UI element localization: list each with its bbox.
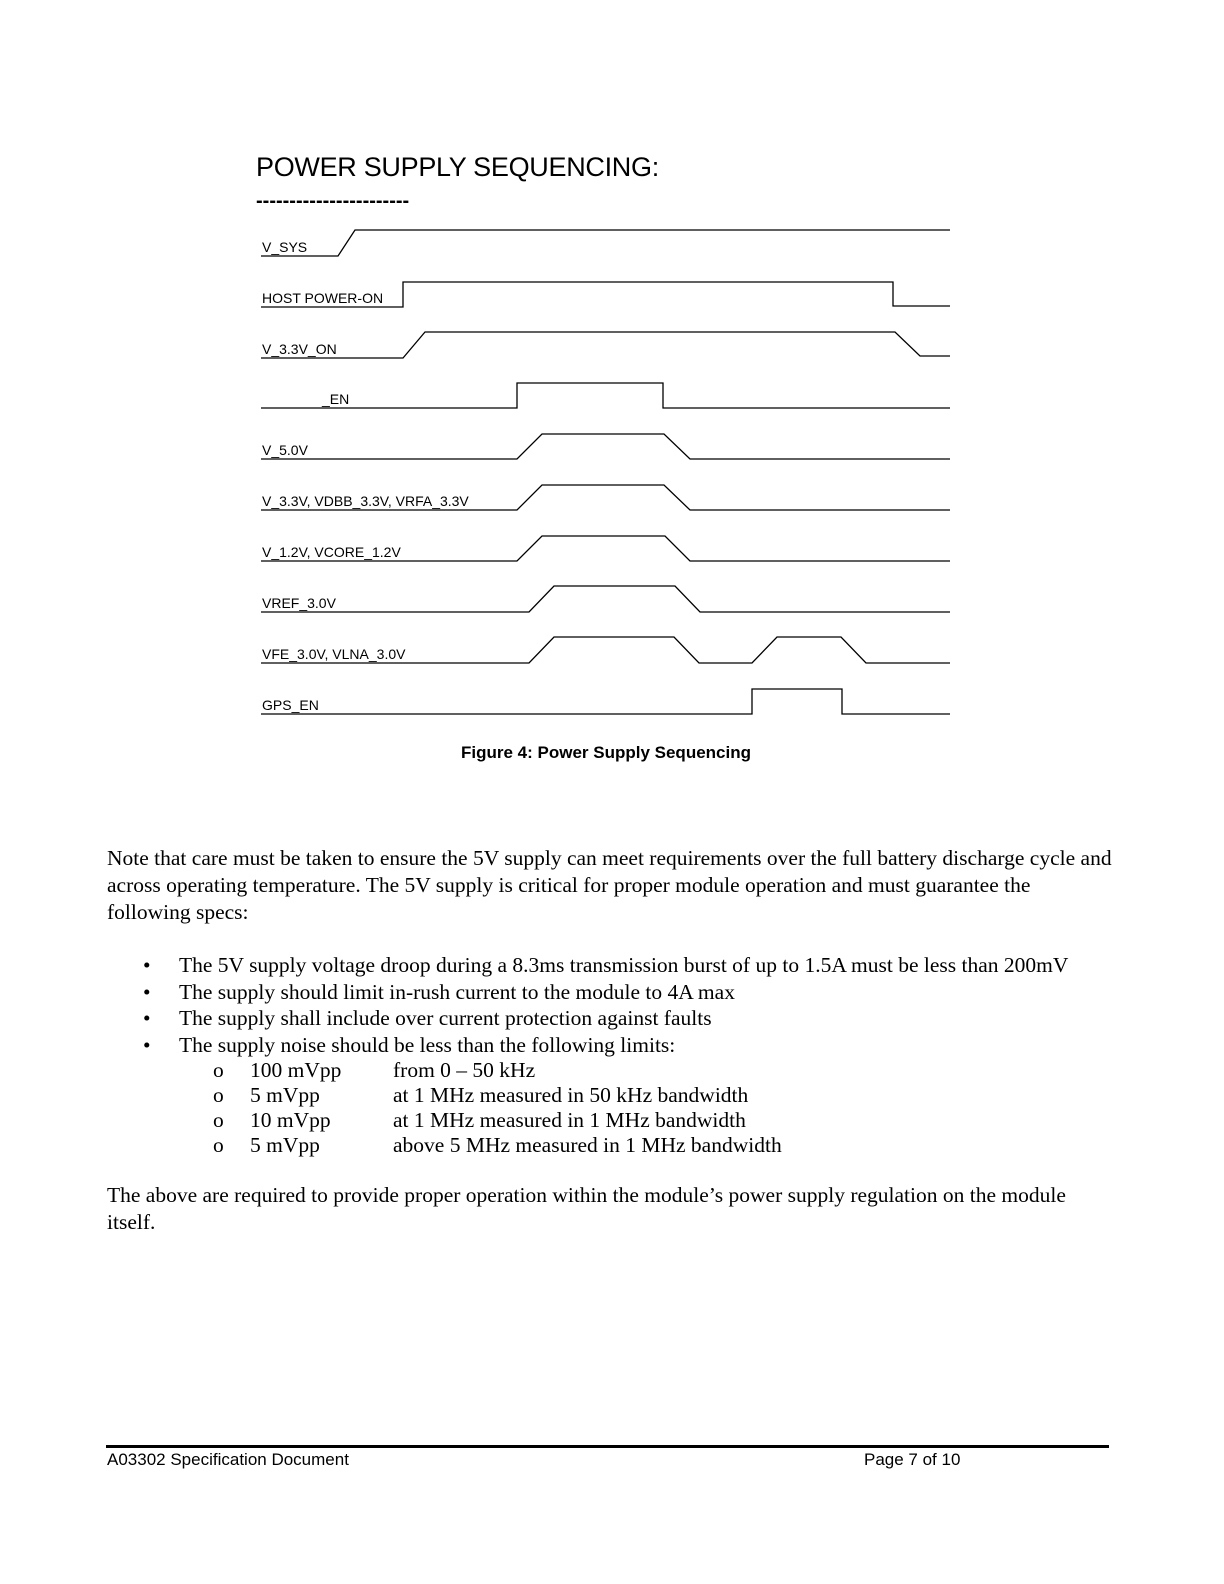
note-paragraph: Note that care must be taken to ensure the 5V supply can meet requirements over the full battery discharge cycle and across operating temperature. The 5V supply is critical for proper module operation and must guarantee the following specs: [107, 846, 1112, 924]
waveform-v-3-3v-on [261, 332, 950, 358]
signal-label: V_5.0V [262, 442, 308, 458]
noise-condition: from 0 – 50 kHz [393, 1058, 536, 1082]
sub-bullet-icon: o [213, 1083, 224, 1107]
waveform-v-sys [261, 230, 950, 256]
noise-amount: 10 mVpp [250, 1108, 331, 1132]
sub-bullet-icon: o [213, 1108, 224, 1132]
list-item-text: The 5V supply voltage droop during a 8.3ms transmission burst of up to 1.5A must be less than 200mV [179, 953, 1069, 977]
noise-condition: at 1 MHz measured in 1 MHz bandwidth [393, 1108, 746, 1132]
waveform-gps-en [261, 689, 950, 714]
signal-label: V_3.3V, VDBB_3.3V, VRFA_3.3V [262, 493, 469, 509]
waveform-en [261, 383, 950, 408]
list-item-text: The supply shall include over current protection against faults [179, 1006, 712, 1030]
signal-label: VREF_3.0V [262, 595, 336, 611]
table-row [213, 1108, 782, 1133]
list-item [107, 1005, 1117, 1032]
list-item-text: The supply should limit in-rush current to the module to 4A max [179, 979, 735, 1004]
bullet-icon: • [143, 1032, 151, 1057]
noise-condition: above 5 MHz measured in 1 MHz bandwidth [393, 1133, 782, 1157]
table-row [213, 1083, 782, 1108]
waveform-vref-3-0v [261, 586, 950, 612]
list-item [107, 979, 1117, 1006]
signal-label: V_3.3V_ON [262, 341, 337, 357]
signal-label: _EN [322, 391, 350, 407]
sub-bullet-icon: o [213, 1058, 224, 1082]
noise-condition: at 1 MHz measured in 50 kHz bandwidth [393, 1083, 749, 1107]
list-item-text: The supply noise should be less than the following limits: [179, 1032, 676, 1057]
figure-caption: Figure 4: Power Supply Sequencing [461, 743, 751, 762]
bullet-icon: • [143, 979, 151, 1004]
signal-label: V_1.2V, VCORE_1.2V [262, 544, 401, 560]
spec-bullet-list [107, 952, 1117, 1058]
diagram-title-underline: ----------------------- [256, 190, 410, 212]
diagram-title: POWER SUPPLY SEQUENCING: [256, 152, 659, 182]
footer-divider [106, 1445, 1109, 1448]
footer-page-number: Page 7 of 10 [864, 1450, 961, 1469]
noise-amount: 5 mVpp [250, 1083, 320, 1107]
table-row [213, 1133, 782, 1158]
signal-label: GPS_EN [262, 697, 319, 713]
signal-label: HOST POWER-ON [262, 290, 384, 306]
signal-label: VFE_3.0V, VLNA_3.0V [262, 646, 406, 662]
signal-label: V_SYS [262, 239, 308, 255]
list-item [107, 952, 1117, 979]
timing-diagram [0, 0, 1224, 760]
list-item [107, 1032, 1117, 1059]
noise-amount: 5 mVpp [250, 1133, 320, 1157]
waveform-v-5-0v [261, 434, 950, 459]
sub-bullet-icon: o [213, 1133, 224, 1157]
bullet-icon: • [143, 1006, 151, 1030]
closing-paragraph: The above are required to provide proper operation within the module’s power supply regulation on the module itself. [107, 1183, 1066, 1234]
noise-limits-list [213, 1058, 782, 1158]
noise-amount: 100 mVpp [250, 1058, 342, 1082]
footer-document-name: A03302 Specification Document [107, 1450, 349, 1469]
bullet-icon: • [143, 953, 151, 977]
table-row [213, 1058, 782, 1083]
